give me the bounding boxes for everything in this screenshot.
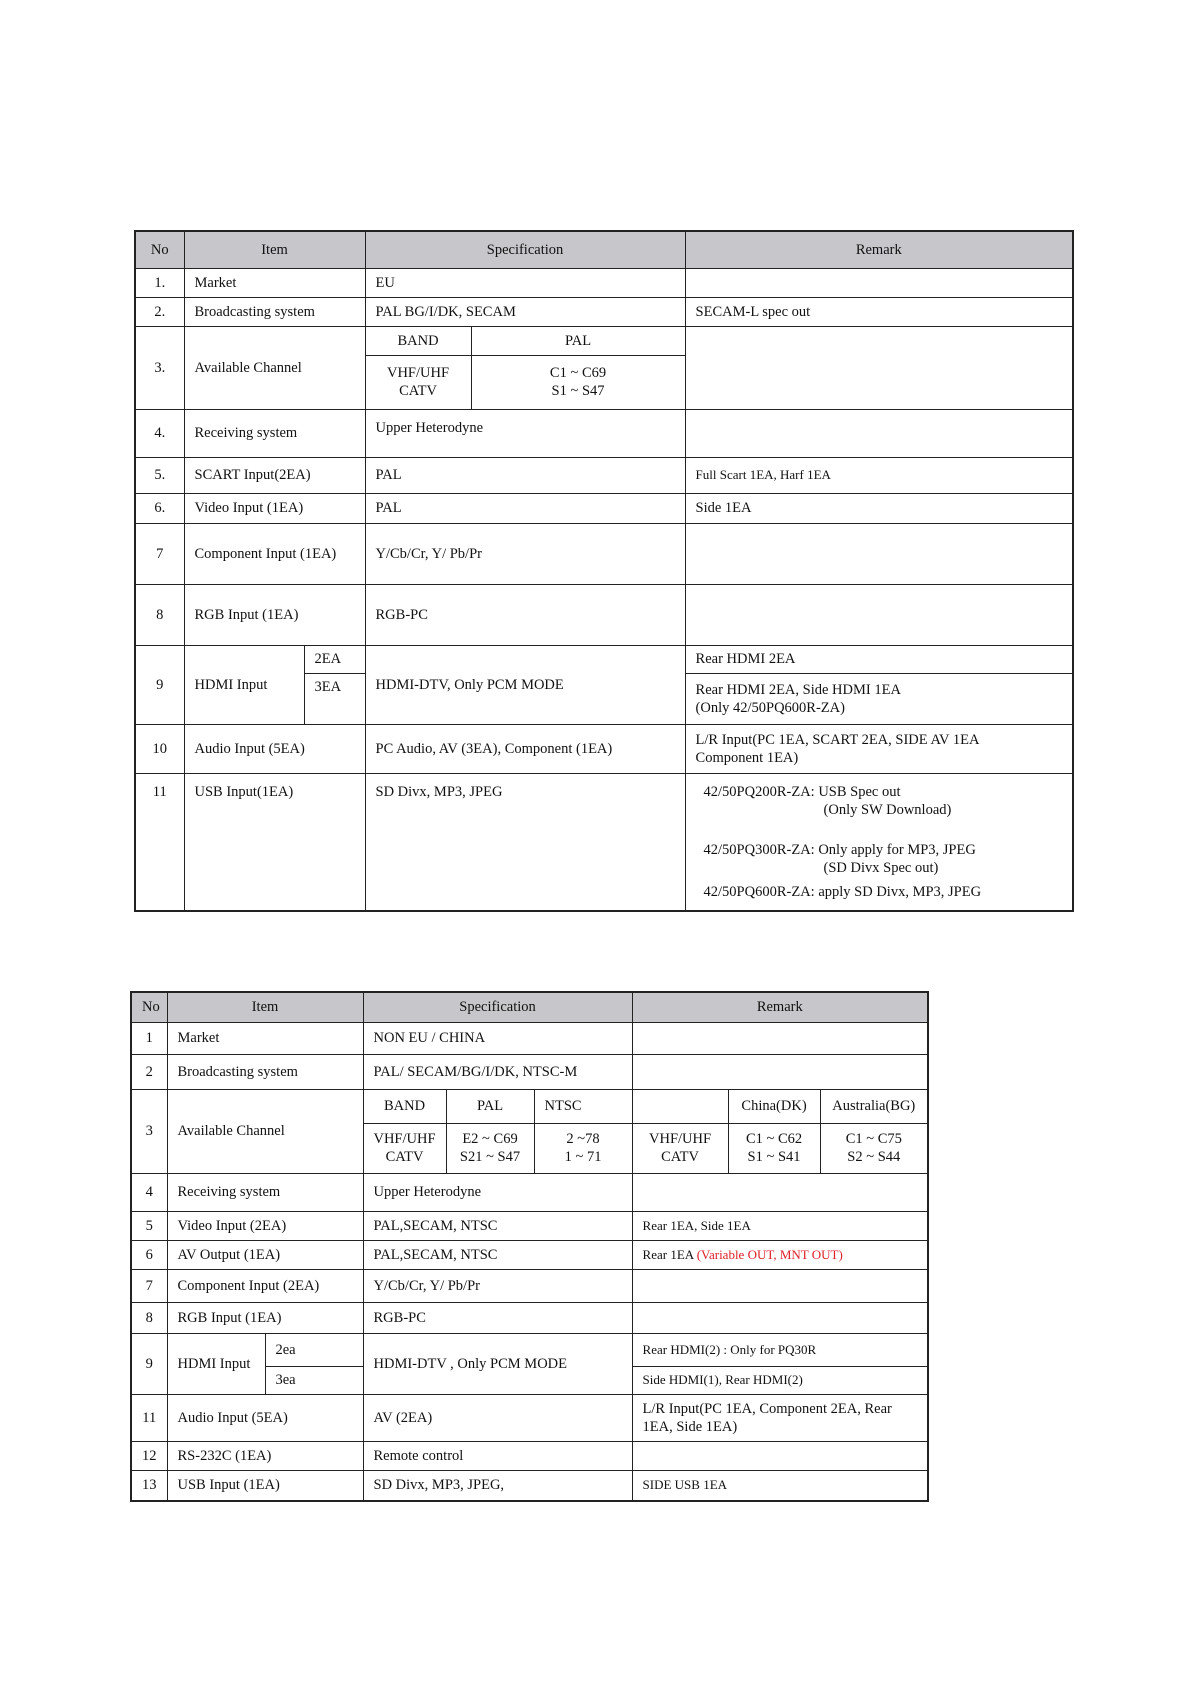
remark-line: 1EA, Side 1EA)	[642, 1418, 738, 1435]
row-remark: Side 1EA	[685, 493, 1073, 523]
row-spec: SD Divx, MP3, JPEG,	[363, 1470, 632, 1501]
channel-china-header: China(DK)	[728, 1089, 820, 1123]
row-spec: PAL,SECAM, NTSC	[363, 1240, 632, 1269]
channel-australia-header: Australia(BG)	[820, 1089, 928, 1123]
table-row	[131, 1089, 928, 1123]
row-spec: RGB-PC	[363, 1302, 632, 1333]
table-row	[131, 1269, 928, 1302]
row-no: 6.	[135, 493, 184, 523]
row-remark	[632, 1022, 928, 1054]
channel-band-values	[365, 355, 471, 409]
row-spec: PAL BG/I/DK, SECAM	[365, 297, 685, 326]
row-item: AV Output (1EA)	[167, 1240, 363, 1269]
row-no: 8	[135, 584, 184, 645]
row-spec: PAL	[365, 457, 685, 493]
remark-line: (SD Divx Spec out)	[823, 859, 939, 876]
row-no: 1	[131, 1022, 167, 1054]
row-remark: SIDE USB 1EA	[632, 1470, 928, 1501]
row-no: 5	[131, 1211, 167, 1240]
row-item: RS-232C (1EA)	[167, 1441, 363, 1470]
row-item: Receiving system	[184, 409, 365, 457]
remark-line: 42/50PQ300R-ZA: Only apply for MP3, JPEG	[703, 841, 976, 858]
row-no: 5.	[135, 457, 184, 493]
row-no: 11	[131, 1394, 167, 1441]
channel-pal-header: PAL	[446, 1089, 534, 1123]
band-line: VHF/UHF	[386, 365, 450, 381]
row-remark: Rear HDMI 2EA	[685, 645, 1073, 673]
channel-china-values	[728, 1123, 820, 1173]
row-remark: Rear 1EA, Side 1EA	[632, 1211, 928, 1240]
row-no: 7	[135, 523, 184, 584]
row-item: Receiving system	[167, 1173, 363, 1211]
row-remark	[685, 326, 1073, 409]
row-no: 4.	[135, 409, 184, 457]
row-spec: PC Audio, AV (3EA), Component (1EA)	[365, 724, 685, 773]
row-remark: Side HDMI(1), Rear HDMI(2)	[632, 1366, 928, 1394]
row-item: Component Input (2EA)	[167, 1269, 363, 1302]
row-item: Video Input (1EA)	[184, 493, 365, 523]
table-row	[131, 1441, 928, 1470]
table-header-row	[131, 992, 928, 1022]
row-item: Audio Input (5EA)	[184, 724, 365, 773]
table-row	[135, 773, 1073, 911]
band-line: CATV	[385, 1149, 424, 1165]
band-line: VHF/UHF	[649, 1131, 712, 1147]
table-header-row	[135, 231, 1073, 268]
hdmi-sub-3ea: 3EA	[304, 673, 365, 724]
row-no: 7	[131, 1269, 167, 1302]
table-row	[131, 1333, 928, 1366]
row-no: 10	[135, 724, 184, 773]
row-item: Market	[167, 1022, 363, 1054]
header-no: No	[131, 992, 167, 1022]
row-item: Video Input (2EA)	[167, 1211, 363, 1240]
row-item: USB Input(1EA)	[184, 773, 365, 911]
row-item: HDMI Input	[184, 645, 304, 724]
header-no: No	[135, 231, 184, 268]
hdmi-sub-3ea: 3ea	[265, 1366, 363, 1394]
pal-line: S21 ~ S47	[459, 1149, 521, 1165]
row-item: RGB Input (1EA)	[184, 584, 365, 645]
row-remark	[632, 1054, 928, 1089]
row-spec: SD Divx, MP3, JPEG	[365, 773, 685, 911]
row-no: 9	[135, 645, 184, 724]
row-item: Available Channel	[184, 326, 365, 409]
row-no: 6	[131, 1240, 167, 1269]
table-row	[131, 1022, 928, 1054]
remark-line: Component 1EA)	[695, 749, 799, 766]
row-remark	[685, 268, 1073, 297]
row-spec: AV (2EA)	[363, 1394, 632, 1441]
header-item: Item	[167, 992, 363, 1022]
row-spec: Y/Cb/Cr, Y/ Pb/Pr	[365, 523, 685, 584]
row-spec: Remote control	[363, 1441, 632, 1470]
row-no: 4	[131, 1173, 167, 1211]
row-item: Broadcasting system	[167, 1054, 363, 1089]
row-remark	[632, 1394, 928, 1441]
header-item: Item	[184, 231, 365, 268]
pal-line: E2 ~ C69	[462, 1131, 518, 1147]
row-remark	[632, 1441, 928, 1470]
table-row	[135, 523, 1073, 584]
row-no: 2	[131, 1054, 167, 1089]
row-remark	[685, 584, 1073, 645]
australia-line: C1 ~ C75	[845, 1131, 902, 1147]
china-line: C1 ~ C62	[745, 1131, 803, 1147]
row-item: Market	[184, 268, 365, 297]
row-spec: HDMI-DTV, Only PCM MODE	[365, 645, 685, 724]
row-no: 3.	[135, 326, 184, 409]
band-line: CATV	[661, 1149, 699, 1165]
table-row	[131, 1470, 928, 1501]
row-no: 12	[131, 1441, 167, 1470]
remark-line: 42/50PQ200R-ZA: USB Spec out	[703, 783, 901, 800]
remark-text: Rear 1EA	[642, 1246, 697, 1262]
row-no: 2.	[135, 297, 184, 326]
hdmi-sub-2ea: 2EA	[304, 645, 365, 673]
row-spec: PAL/ SECAM/BG/I/DK, NTSC-M	[363, 1054, 632, 1089]
channel-pal-values	[471, 355, 685, 409]
china-line: S1 ~ S41	[747, 1149, 801, 1165]
row-item: HDMI Input	[167, 1333, 265, 1394]
table-row	[135, 645, 1073, 673]
table-row	[135, 493, 1073, 523]
channel-ntsc-values	[534, 1123, 632, 1173]
row-remark	[632, 1269, 928, 1302]
header-specification: Specification	[363, 992, 632, 1022]
channel-pal-header: PAL	[471, 326, 685, 355]
remark-line: 42/50PQ600R-ZA: apply SD Divx, MP3, JPEG	[703, 883, 982, 900]
row-spec: RGB-PC	[365, 584, 685, 645]
remark-line: L/R Input(PC 1EA, SCART 2EA, SIDE AV 1EA	[695, 731, 980, 748]
ntsc-line: 2 ~78	[566, 1131, 600, 1147]
remark-line: (Only 42/50PQ600R-ZA)	[695, 699, 845, 716]
row-remark	[685, 409, 1073, 457]
remark-line: L/R Input(PC 1EA, Component 2EA, Rear	[642, 1400, 892, 1417]
table-row	[135, 584, 1073, 645]
table-row	[131, 1211, 928, 1240]
row-remark: Rear HDMI(2) : Only for PQ30R	[632, 1333, 928, 1366]
row-remark	[632, 1240, 928, 1269]
row-remark: SECAM-L spec out	[685, 297, 1073, 326]
spec-table-eu	[134, 230, 1074, 912]
table-row	[135, 268, 1073, 297]
row-spec: EU	[365, 268, 685, 297]
spec-table-non-eu	[130, 991, 929, 1502]
row-no: 3	[131, 1089, 167, 1173]
table-row	[135, 457, 1073, 493]
row-item: Broadcasting system	[184, 297, 365, 326]
row-no: 13	[131, 1470, 167, 1501]
row-remark	[632, 1302, 928, 1333]
table-row	[135, 409, 1073, 457]
band-line: CATV	[399, 383, 437, 399]
table-row	[135, 326, 1073, 355]
row-spec: PAL,SECAM, NTSC	[363, 1211, 632, 1240]
table-row	[131, 1240, 928, 1269]
header-remark: Remark	[685, 231, 1073, 268]
row-item: USB Input (1EA)	[167, 1470, 363, 1501]
row-no: 8	[131, 1302, 167, 1333]
remark-line: (Only SW Download)	[823, 801, 952, 818]
table-row	[131, 1173, 928, 1211]
table-row	[135, 724, 1073, 773]
row-item: RGB Input (1EA)	[167, 1302, 363, 1333]
row-remark	[685, 523, 1073, 584]
row-spec: Y/Cb/Cr, Y/ Pb/Pr	[363, 1269, 632, 1302]
channel-australia-values	[820, 1123, 928, 1173]
row-item: Component Input (1EA)	[184, 523, 365, 584]
hdmi-sub-2ea: 2ea	[265, 1333, 363, 1366]
table-row	[135, 297, 1073, 326]
pal-line: S1 ~ S47	[551, 383, 605, 399]
channel-remark-band-header	[632, 1089, 728, 1123]
channel-band-values	[363, 1123, 446, 1173]
row-remark	[685, 773, 1073, 911]
row-spec: PAL	[365, 493, 685, 523]
channel-band-header: BAND	[365, 326, 471, 355]
row-spec: HDMI-DTV , Only PCM MODE	[363, 1333, 632, 1394]
channel-remark-band-values	[632, 1123, 728, 1173]
row-remark	[685, 673, 1073, 724]
row-no: 1.	[135, 268, 184, 297]
row-item: Audio Input (5EA)	[167, 1394, 363, 1441]
row-remark: Full Scart 1EA, Harf 1EA	[685, 457, 1073, 493]
table-row	[131, 1394, 928, 1441]
table-row	[131, 1302, 928, 1333]
row-item: SCART Input(2EA)	[184, 457, 365, 493]
australia-line: S2 ~ S44	[847, 1149, 901, 1165]
row-item: Available Channel	[167, 1089, 363, 1173]
table-row	[131, 1054, 928, 1089]
row-remark	[632, 1173, 928, 1211]
remark-line: Rear HDMI 2EA, Side HDMI 1EA	[695, 681, 901, 698]
row-remark	[685, 724, 1073, 773]
ntsc-line: 1 ~ 71	[564, 1149, 602, 1165]
row-no: 11	[135, 773, 184, 911]
remark-highlight: (Variable OUT, MNT OUT)	[696, 1246, 843, 1262]
row-spec: NON EU / CHINA	[363, 1022, 632, 1054]
band-line: VHF/UHF	[373, 1131, 436, 1147]
pal-line: C1 ~ C69	[549, 365, 607, 381]
row-spec: Upper Heterodyne	[363, 1173, 632, 1211]
channel-band-header: BAND	[363, 1089, 446, 1123]
row-spec: Upper Heterodyne	[365, 409, 685, 457]
header-specification: Specification	[365, 231, 685, 268]
channel-pal-values	[446, 1123, 534, 1173]
header-remark: Remark	[632, 992, 928, 1022]
row-no: 9	[131, 1333, 167, 1394]
channel-ntsc-header: NTSC	[534, 1089, 632, 1123]
